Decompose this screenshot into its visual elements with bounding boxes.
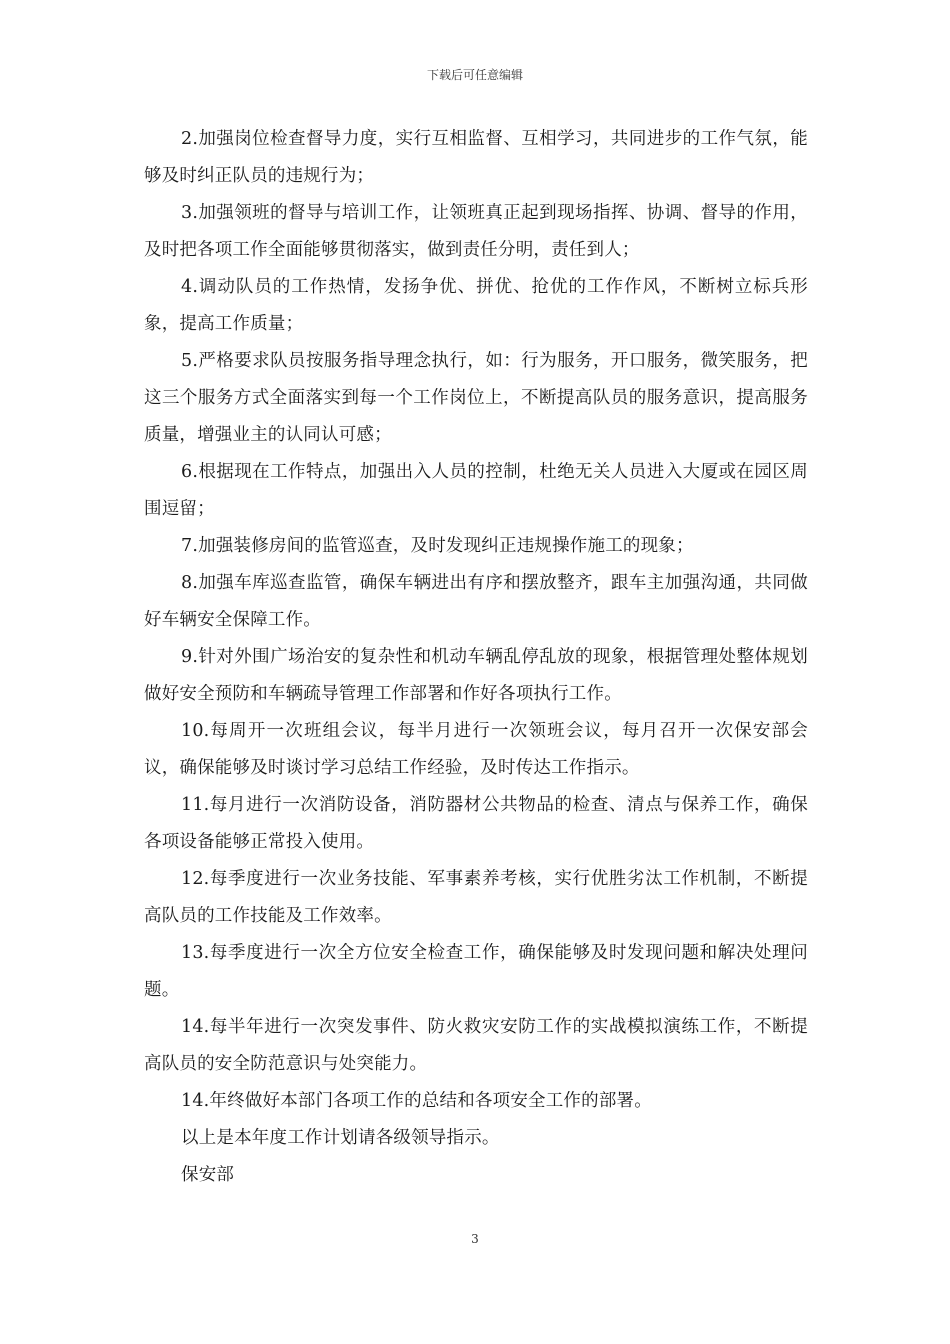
paragraph-item-10: 10.每周开一次班组会议，每半月进行一次领班会议，每月召开一次保安部会议，确保能够及时谈讨学习总结工作经验，及时传达工作指示。 bbox=[144, 721, 808, 778]
paragraph-item-12: 12.每季度进行一次业务技能、军事素养考核，实行优胜劣汰工作机制，不断提高队员的工作技能及工作效率。 bbox=[144, 869, 808, 926]
paragraph-item-8: 8.加强车库巡查监管，确保车辆进出有序和摆放整齐，跟车主加强沟通，共同做好车辆安全保障工作。 bbox=[144, 573, 808, 630]
paragraph-item-14a: 14.每半年进行一次突发事件、防火救灾安防工作的实战模拟演练工作，不断提高队员的安全防范意识与处突能力。 bbox=[144, 1017, 808, 1074]
paragraph-item-4: 4.调动队员的工作热情，发扬争优、拼优、抢优的工作作风，不断树立标兵形象，提高工作质量； bbox=[144, 277, 808, 334]
paragraph-item-6: 6.根据现在工作特点，加强出入人员的控制，杜绝无关人员进入大厦或在园区周围逗留； bbox=[144, 462, 808, 519]
paragraph-item-13: 13.每季度进行一次全方位安全检查工作，确保能够及时发现问题和解决处理问题。 bbox=[144, 943, 808, 1000]
paragraph-item-5: 5.严格要求队员按服务指导理念执行，如：行为服务，开口服务，微笑服务，把这三个服务方式全面落实到每一个工作岗位上，不断提高队员的服务意识，提高服务质量，增强业主的认同认可感； bbox=[144, 351, 808, 445]
page-number: 3 bbox=[471, 1232, 479, 1246]
paragraph-item-11: 11.每月进行一次消防设备，消防器材公共物品的检查、清点与保养工作，确保各项设备能够正常投入使用。 bbox=[144, 795, 808, 852]
paragraph-item-14b: 14.年终做好本部门各项工作的总结和各项安全工作的部署。 bbox=[181, 1091, 652, 1111]
paragraph-item-3: 3.加强领班的督导与培训工作，让领班真正起到现场指挥、协调、督导的作用，及时把各项工作全面能够贯彻落实，做到责任分明，责任到人； bbox=[144, 203, 808, 260]
paragraph-item-9: 9.针对外围广场治安的复杂性和机动车辆乱停乱放的现象，根据管理处整体规划做好安全预防和车辆疏导管理工作部署和作好各项执行工作。 bbox=[144, 647, 808, 704]
paragraph-item-7: 7.加强装修房间的监管巡查，及时发现纠正违规操作施工的现象； bbox=[181, 536, 694, 556]
paragraph-item-2: 2.加强岗位检查督导力度，实行互相监督、互相学习，共同进步的工作气氛，能够及时纠正队员的违规行为； bbox=[144, 129, 808, 186]
closing-statement: 以上是本年度工作计划请各级领导指示。 bbox=[181, 1128, 500, 1148]
document-body bbox=[144, 121, 808, 1194]
signature-department: 保安部 bbox=[181, 1165, 235, 1185]
page-header: 下载后可任意编辑 bbox=[426, 68, 523, 82]
